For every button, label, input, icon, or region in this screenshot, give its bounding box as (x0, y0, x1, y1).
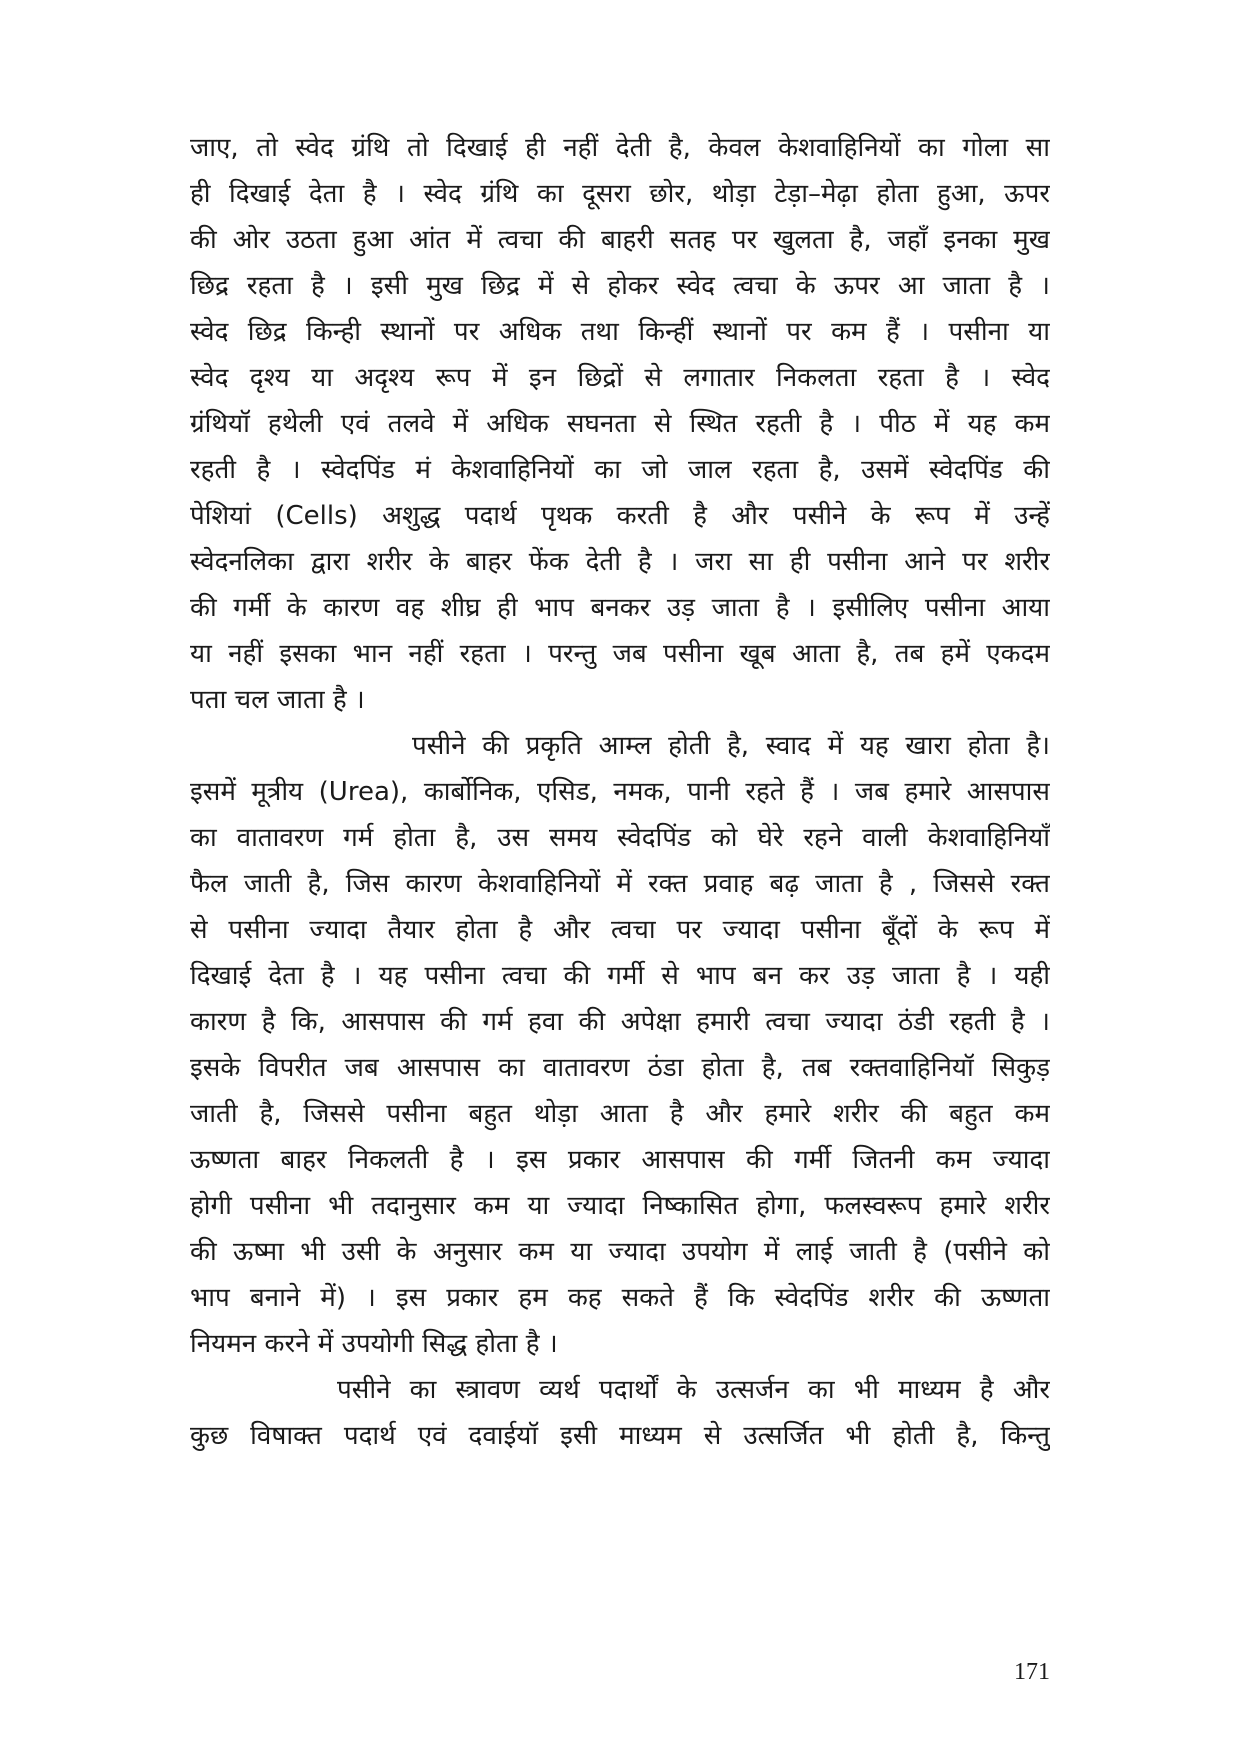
text-line: स्वेद छिद्र किन्ही स्थानों पर अधिक तथा किन्हीं स्थानों पर कम हैं । पसीना या (190, 317, 1050, 347)
text-line: जाए, तो स्वेद ग्रंथि तो दिखाई ही नहीं देती है, केवल केशवाहिनियों का गोला सा (190, 133, 1050, 163)
text-line: ग्रंथियॉ हथेली एवं तलवे में अधिक सघनता से स्थित रहती है । पीठ में यह कम (190, 409, 1050, 439)
text-line: कुछ विषाक्त पदार्थ एवं दवाईयॉ इसी माध्यम से उत्सर्जित भी होती है, किन्तु (190, 1421, 1050, 1451)
text-line: की ऊष्मा भी उसी के अनुसार कम या ज्यादा उपयोग में लाई जाती है (पसीने को (190, 1237, 1050, 1267)
text-line: स्वेदनलिका द्वारा शरीर के बाहर फेंक देती है । जरा सा ही पसीना आने पर शरीर (190, 547, 1050, 577)
text-line: फैल जाती है, जिस कारण केशवाहिनियों में रक्त प्रवाह बढ़ जाता है , जिससे रक्त (190, 869, 1050, 899)
text-line: का वातावरण गर्म होता है, उस समय स्वेदपिंड को घेरे रहने वाली केशवाहिनियॉं (190, 823, 1050, 853)
page-number: 171 (1014, 1659, 1050, 1685)
text-line: भाप बनाने में) । इस प्रकार हम कह सकते हैं कि स्वेदपिंड शरीर की ऊष्णता (190, 1283, 1050, 1313)
text-line: ऊष्णता बाहर निकलती है । इस प्रकार आसपास की गर्मी जितनी कम ज्यादा (190, 1145, 1050, 1175)
text-line: कारण है कि, आसपास की गर्म हवा की अपेक्षा हमारी त्वचा ज्यादा ठंडी रहती है । (190, 1007, 1050, 1037)
text-line: छिद्र रहता है । इसी मुख छिद्र में से होकर स्वेद त्वचा के ऊपर आ जाता है । (190, 271, 1050, 301)
text-line: नियमन करने में उपयोगी सिद्ध होता है । (190, 1329, 558, 1359)
text-line: जाती है, जिससे पसीना बहुत थोड़ा आता है और हमारे शरीर की बहुत कम (190, 1099, 1050, 1129)
text-line: ही दिखाई देता है । स्वेद ग्रंथि का दूसरा छोर, थोड़ा टेड़ा–मेढ़ा होता हुआ, ऊपर (190, 179, 1050, 209)
text-line: स्वेद दृश्य या अदृश्य रूप में इन छिद्रों से लगातार निकलता रहता है । स्वेद (190, 363, 1050, 393)
text-line: दिखाई देता है । यह पसीना त्वचा की गर्मी से भाप बन कर उड़ जाता है । यही (190, 961, 1050, 991)
text-line: या नहीं इसका भान नहीं रहता । परन्तु जब पसीना खूब आता है, तब हमें एकदम (190, 639, 1050, 669)
text-line: इसके विपरीत जब आसपास का वातावरण ठंडा होता है, तब रक्तवाहिनियॉ सिकुड़ (190, 1053, 1050, 1083)
text-line: की ओर उठता हुआ आंत में त्वचा की बाहरी सतह पर खुलता है, जहाँ इनका मुख (190, 225, 1050, 255)
text-line: रहती है । स्वेदपिंड मं केशवाहिनियों का जो जाल रहता है, उसमें स्वेदपिंड की (190, 455, 1050, 485)
text-line: से पसीना ज्यादा तैयार होता है और त्वचा पर ज्यादा पसीना बूँदों के रूप में (190, 915, 1050, 945)
text-line: पता चल जाता है । (190, 685, 365, 715)
paragraph-start-line: पसीने का स्त्रावण व्यर्थ पदार्थों के उत्सर्जन का भी माध्यम है और (337, 1375, 1050, 1405)
text-line: की गर्मी के कारण वह शीघ्र ही भाप बनकर उड़ जाता है । इसीलिए पसीना आया (190, 593, 1050, 623)
text-line: इसमें मूत्रीय (Urea), कार्बोनिक, एसिड, नमक, पानी रहते हैं । जब हमारे आसपास (190, 777, 1050, 807)
text-line: होगी पसीना भी तदानुसार कम या ज्यादा निष्कासित होगा, फलस्वरूप हमारे शरीर (190, 1191, 1050, 1221)
text-line: पेशियां (Cells) अशुद्ध पदार्थ पृथक करती है और पसीने के रूप में उन्हें (190, 501, 1050, 531)
paragraph-start-line: पसीने की प्रकृति आम्ल होती है, स्वाद में यह खारा होता है। (412, 731, 1050, 761)
